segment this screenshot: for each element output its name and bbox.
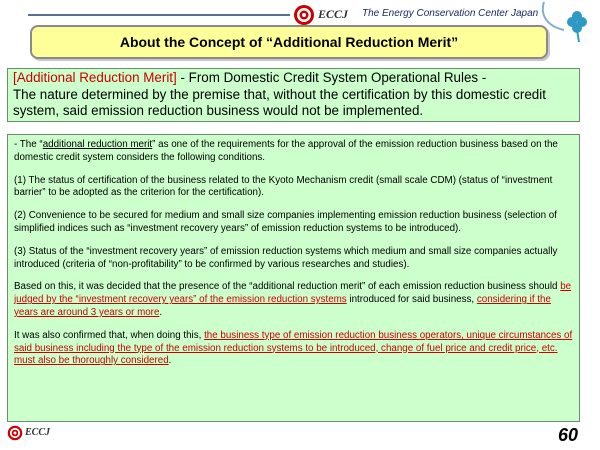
footer-brand: ECCJ — [25, 427, 51, 438]
intro-paragraph — [14, 139, 575, 165]
definition-box — [7, 68, 580, 122]
definition-source: - From Domestic Credit System Operational Rules - — [176, 70, 487, 85]
footer-eccj-logo-icon — [7, 425, 23, 441]
decision-b: be judged by the “investment recovery years” of the emission reduction systems — [14, 281, 572, 306]
condition-1: (1) The status of certification of the business related to the Kyoto Mechanism credit (small scale CDM) (status of “investment barrier” to be adopted as the criterion for the certification). — [14, 174, 553, 199]
decision-c: introduced for said business, — [346, 294, 477, 306]
confirm-b: the business type of emission reduction business operators, unique circumstances of said business including the type of the emission reduction systems to be introduced, change of fuel price and credit price, etc. must also be thoroughly considered — [14, 329, 573, 367]
condition-3: (3) Status of the “investment recovery years” of emission reduction systems which medium and small size companies actually introduced (criteria of “non-profitability” to be confirmed by various researches and studies). — [14, 245, 558, 270]
decision-paragraph — [14, 281, 575, 319]
conditions-box — [7, 134, 580, 422]
page-number: 60 — [557, 425, 578, 445]
confirmation-paragraph — [14, 330, 575, 368]
confirm-c: . — [168, 355, 172, 367]
definition-text: The nature determined by the premise that, without the certification by this domestic credit system, said emission reduction business would not be implemented. — [13, 86, 546, 118]
intro-term: additional reduction merit — [42, 139, 153, 150]
intro-post: ” as one of the requirements for the approval of the emission reduction business based on the domestic credit system considers the following conditions. — [14, 139, 558, 163]
header-brand: ECCJ — [318, 7, 349, 21]
decision-e: . — [159, 306, 163, 318]
definition-term: [Additional Reduction Merit] — [13, 70, 177, 85]
intro-pre: - The “ — [14, 139, 43, 150]
eccj-logo-icon — [293, 4, 315, 26]
decision-d: considering if the years are around 3 years or more — [14, 294, 551, 318]
confirm-a: It was also confirmed that, when doing this, — [14, 329, 205, 341]
slide-title: About the Concept of “Additional Reduction Merit” — [30, 25, 548, 59]
header-rule — [28, 14, 290, 16]
header-organization: The Energy Conservation Center Japan — [362, 8, 539, 19]
decision-a: Based on this, it was decided that the presence of the “additional reduction merit” of each emission reduction business should — [14, 281, 561, 293]
condition-2: (2) Convenience to be secured for medium and small size companies implementing emission reduction business (selection of simplified indices such as “investment recovery years” of emission reduction systems to be introduced). — [14, 210, 557, 234]
